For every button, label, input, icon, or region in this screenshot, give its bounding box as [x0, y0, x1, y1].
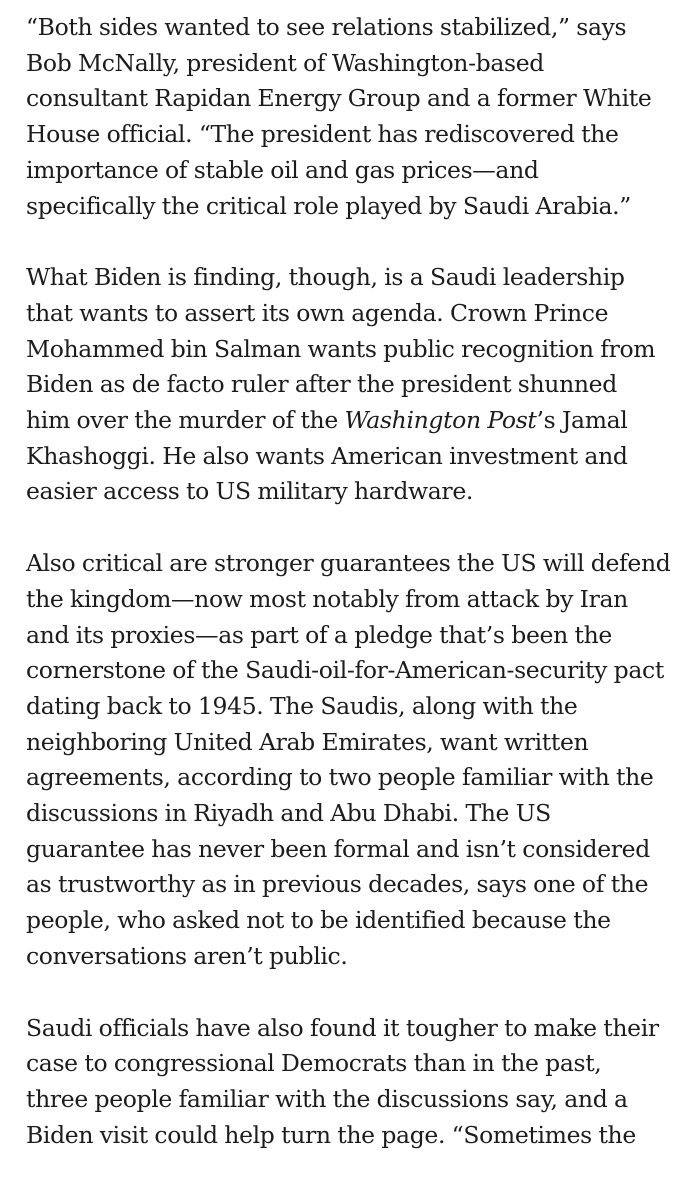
- text-line: Mohammed bin Salman wants public recognition from: [26, 334, 656, 363]
- text-line: conversations aren’t public.: [26, 941, 348, 970]
- text-line: dating back to 1945. The Saudis, along with the: [26, 691, 578, 720]
- text-line: people, who asked not to be identified because the: [26, 906, 611, 935]
- text-line: What Biden is finding, though, is a Saudi leadership: [26, 263, 625, 292]
- text-line: cornerstone of the Saudi-oil-for-American-security pact: [26, 656, 664, 685]
- text-line: case to congressional Democrats than in the past,: [26, 1049, 602, 1078]
- text-line: the kingdom—now most notably from attack by Iran: [26, 584, 628, 613]
- paragraph-4: [26, 1011, 666, 1154]
- article-body: [26, 10, 671, 1189]
- text-line: discussions in Riyadh and Abu Dhabi. The US: [26, 799, 551, 828]
- text-line: Saudi officials have also found it tougher to make their: [26, 1013, 659, 1042]
- text-line: agreements, according to two people familiar with the: [26, 763, 654, 792]
- text-line: consultant Rapidan Energy Group and a former White: [26, 84, 652, 113]
- paragraph-3: [26, 546, 671, 974]
- text-line: specifically the critical role played by Saudi Arabia.”: [26, 191, 631, 220]
- text-line: and its proxies—as part of a pledge that’s been the: [26, 620, 612, 649]
- text-line: Biden as de facto ruler after the president shunned: [26, 370, 617, 399]
- text-line: easier access to US military hardware.: [26, 477, 473, 506]
- text-line: Khashoggi. He also wants American investment and: [26, 441, 628, 470]
- text-line: three people familiar with the discussions say, and a: [26, 1084, 628, 1113]
- paragraph-1: [26, 10, 666, 224]
- text-line: neighboring United Arab Emirates, want written: [26, 727, 589, 756]
- text-line: Biden visit could help turn the page. “Sometimes the: [26, 1120, 636, 1149]
- text-line: House official. “The president has rediscovered the: [26, 120, 619, 149]
- text-line: [26, 403, 666, 439]
- text-line: importance of stable oil and gas prices—and: [26, 155, 539, 184]
- text-run: him over the murder of the: [26, 406, 345, 435]
- text-line: “Both sides wanted to see relations stabilized,” says: [26, 13, 627, 41]
- text-line: as trustworthy as in previous decades, says one of the: [26, 870, 649, 899]
- publication-name: Washington Post: [344, 406, 537, 435]
- text-line: Also critical are stronger guarantees the US will defend: [26, 549, 671, 578]
- text-line: that wants to assert its own agenda. Crown Prince: [26, 298, 609, 327]
- text-line: guarantee has never been formal and isn’t considered: [26, 834, 650, 863]
- text-run: ’s Jamal: [536, 406, 628, 435]
- paragraph-2: [26, 260, 666, 510]
- text-line: Bob McNally, president of Washington-based: [26, 48, 544, 77]
